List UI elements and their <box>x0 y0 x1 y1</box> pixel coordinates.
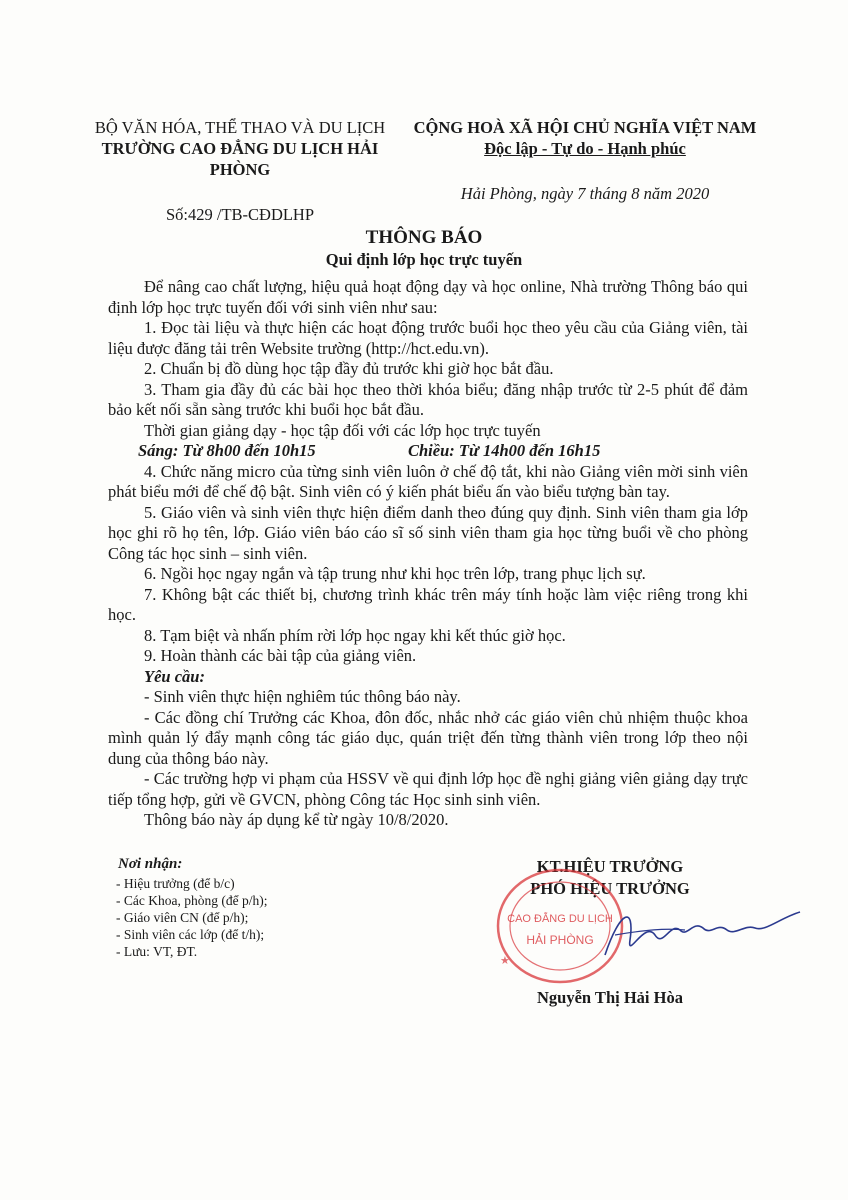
recipients-block <box>108 856 408 960</box>
signer-name: Nguyễn Thị Hải Hòa <box>537 988 683 1007</box>
rule-item: 1. Đọc tài liệu và thực hiện các hoạt động trước buổi học theo yêu cầu của Giảng viên, tài liệu được đăng tải trên Website trường (http://hct.edu.vn). <box>108 318 748 358</box>
recipient-item: - Các Khoa, phòng (để p/h); <box>116 893 268 908</box>
schedule-row <box>108 441 748 462</box>
handwritten-signature <box>585 900 805 970</box>
svg-text:CAO ĐẲNG DU LỊCH: CAO ĐẲNG DU LỊCH <box>507 913 613 925</box>
rule-item: 8. Tạm biệt và nhấn phím rời lớp học ngay khi kết thúc giờ học. <box>144 625 566 645</box>
requirement-item: - Các đồng chí Trưởng các Khoa, đôn đốc, nhắc nhở các giáo viên chủ nhiệm thuộc khoa mình quản lý đẩy mạnh công tác giáo dục, quán triệt đến từng thành viên trong lớp theo nội dung của thông báo này. <box>108 707 748 768</box>
svg-text:HẢI PHÒNG: HẢI PHÒNG <box>526 933 594 947</box>
requirement-item: - Sinh viên thực hiện nghiêm túc thông báo này. <box>144 687 461 706</box>
rule-item: 3. Tham gia đầy đủ các bài học theo thời khóa biểu; đăng nhập trước từ 2-5 phút để đảm bảo kết nối sẵn sàng trước khi buổi học bắt đầu. <box>108 379 748 419</box>
schedule-intro: Thời gian giảng dạy - học tập đối với các lớp học trực tuyến <box>144 420 541 440</box>
national-header <box>405 117 765 204</box>
rule-item: 7. Không bật các thiết bị, chương trình khác trên máy tính hoặc làm việc riêng trong khi học. <box>108 584 748 624</box>
issue-date: Hải Phòng, ngày 7 tháng 8 năm 2020 <box>460 184 710 203</box>
document-subtitle: Qui định lớp học trực tuyến <box>325 250 523 269</box>
rule-item: 9. Hoàn thành các bài tập của giảng viên. <box>144 646 417 665</box>
country-name: CỘNG HOÀ XÃ HỘI CHỦ NGHĨA VIỆT NAM <box>413 118 757 137</box>
rule-item: 6. Ngồi học ngay ngắn và tập trung như khi học trên lớp, trang phục lịch sự. <box>144 564 646 583</box>
signature-line-1: KT.HIỆU TRƯỞNG <box>536 857 684 876</box>
issuer-block <box>80 117 400 225</box>
ministry-name: BỘ VĂN HÓA, THỂ THAO VÀ DU LỊCH <box>94 118 386 137</box>
national-motto: Độc lập - Tự do - Hạnh phúc <box>484 139 686 158</box>
recipient-item: - Sinh viên các lớp (để t/h); <box>116 927 265 942</box>
signature-line-2: PHÓ HIỆU TRƯỞNG <box>530 879 690 898</box>
requirement-item: - Các trường hợp vi phạm của HSSV về qui định lớp học đề nghị giảng viên giảng dạy trực tiếp tổng hợp, gửi về GVCN, phòng Công tác Học sinh sinh viên. <box>108 769 748 809</box>
recipient-item: - Hiệu trưởng (để b/c) <box>116 876 235 891</box>
intro-paragraph: Để nâng cao chất lượng, hiệu quả hoạt động dạy và học online, Nhà trường Thông báo qui định lớp học trực tuyến đối với sinh viên như sau: <box>108 277 748 317</box>
rule-item: 2. Chuẩn bị đồ dùng học tập đầy đủ trước khi giờ học bắt đầu. <box>144 359 554 378</box>
afternoon-schedule: Chiều: Từ 14h00 đến 16h15 <box>408 441 601 460</box>
morning-schedule: Sáng: Từ 8h00 đến 10h15 <box>138 441 316 460</box>
recipients-title: Nơi nhận: <box>118 856 183 872</box>
rule-item: 4. Chức năng micro của từng sinh viên luôn ở chế độ tắt, khi nào Giảng viên mời sinh viên phát biểu mới để chế độ bật. Sinh viên có ý kiến phát biểu ấn vào biểu tượng bàn tay. <box>108 461 748 501</box>
svg-text:★: ★ <box>500 955 510 967</box>
document-number: Số:429 /TB-CĐDLHP <box>165 205 315 224</box>
recipient-item: - Lưu: VT, ĐT. <box>116 944 198 959</box>
recipient-item: - Giáo viên CN (để p/h); <box>116 910 249 925</box>
requirements-label: Yêu cầu: <box>144 666 205 686</box>
effective-date: Thông báo này áp dụng kể từ ngày 10/8/2020. <box>144 810 449 829</box>
rule-item: 5. Giáo viên và sinh viên thực hiện điểm danh theo đúng quy định. Sinh viên tham gia lớp học ghi rõ họ tên, lớp. Giáo viên báo cáo sĩ số sinh viên tham gia học từng buổi về cho phòng Công tác học sinh – sinh viên. <box>108 502 748 563</box>
document-body <box>108 277 748 831</box>
document-title: THÔNG BÁO <box>365 227 483 248</box>
school-name: TRƯỜNG CAO ĐẲNG DU LỊCH HẢI PHÒNG <box>101 139 379 179</box>
